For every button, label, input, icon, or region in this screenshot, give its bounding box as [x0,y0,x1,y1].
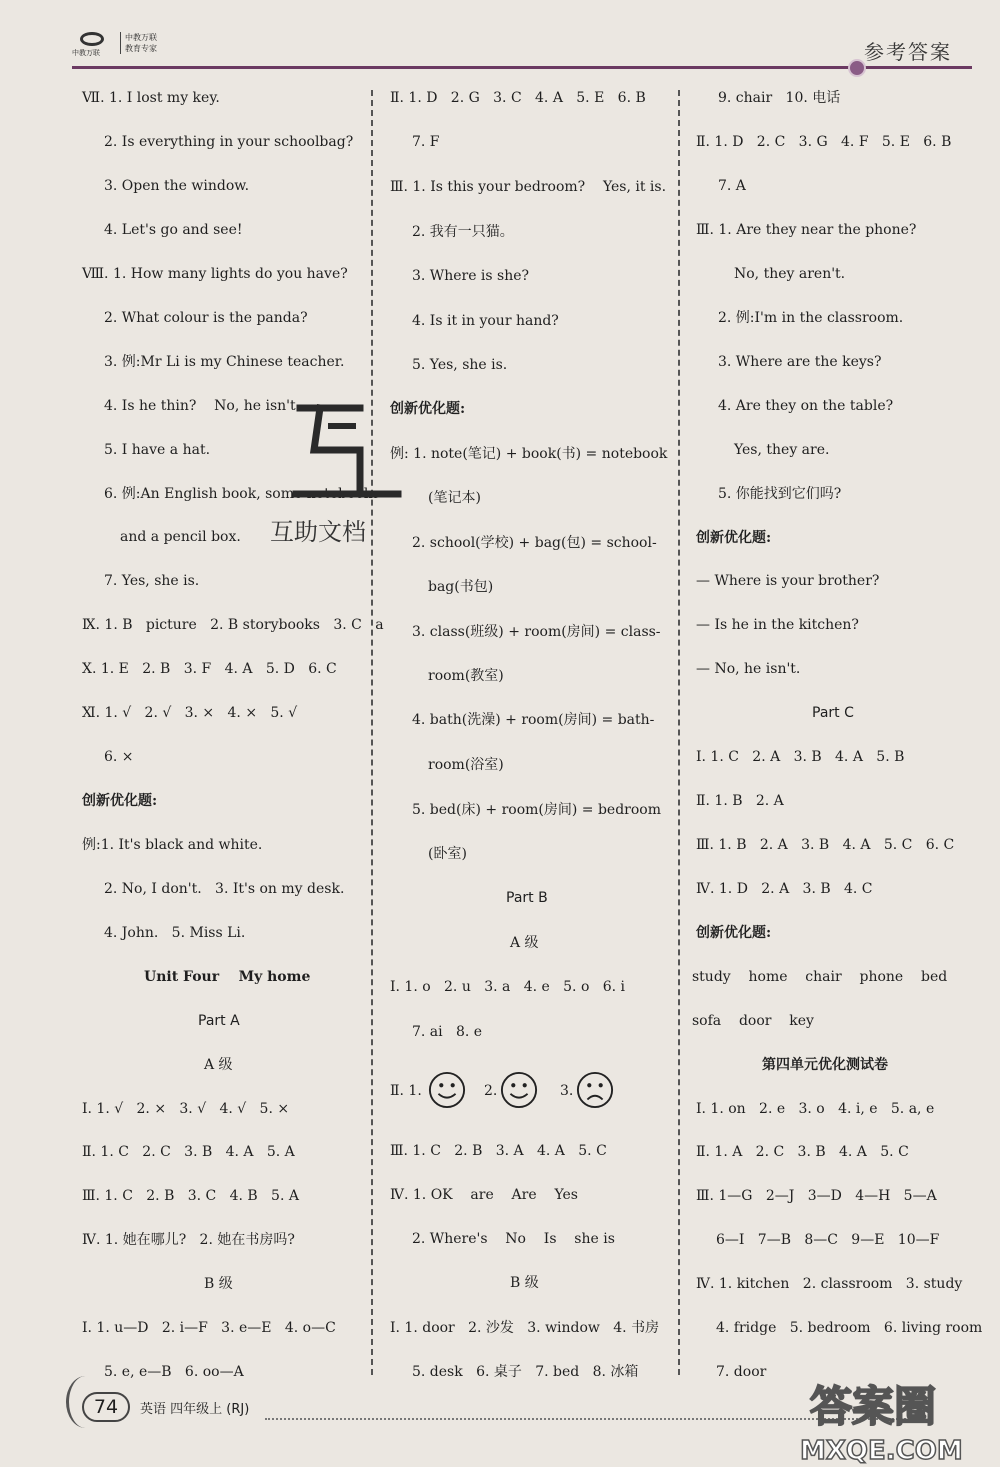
answer-line: 9. chair 10. 电话 [718,90,841,106]
answer-line: Ⅱ. 1. D 2. C 3. G 4. F 5. E 6. B [696,134,952,150]
answer-line: Ⅲ. 1. C 2. B 3. C 4. B 5. A [82,1188,299,1204]
answer-line: 6—I 7—B 8—C 9—E 10—F [716,1232,940,1248]
answer-line: 5. I have a hat. [104,442,211,458]
answer-line: Ⅳ. 1. OK are Are Yes [390,1187,578,1203]
answer-line: Ⅰ. 1. u—D 2. i—F 3. e—E 4. o—C [82,1320,336,1336]
answer-line: 3. 例:Mr Li is my Chinese teacher. [104,354,345,370]
answer-line: study home chair phone bed [692,969,948,985]
footer-subject: 英语 四年级上 (RJ) [140,1402,250,1417]
answer-line: 3. Where are the keys? [718,354,882,370]
answer-line: 2. [484,1083,498,1099]
answer-line: 2. No, I don't. 3. It's on my desk. [104,881,345,897]
answer-line: 例: 1. note(笔记) + book(书) = notebook [390,446,668,462]
answer-line: 3. class(班级) + room(房间) = class- [412,624,661,640]
answer-line: 例:1. It's black and white. [82,837,263,853]
test-heading: 第四单元优化测试卷 [762,1057,888,1073]
answer-line: Ⅰ. 1. C 2. A 3. B 4. A 5. B [696,749,905,765]
part-heading: Part C [812,705,854,721]
answer-line: 5. 你能找到它们吗? [718,486,842,502]
level-heading: B 级 [510,1275,539,1291]
answer-line: Ⅱ. 1. C 2. C 3. B 4. A 5. A [82,1144,295,1160]
answer-line: Ⅹ. 1. E 2. B 3. F 4. A 5. D 6. C [82,661,337,677]
answer-line: 2. 我有一只猫。 [412,224,514,240]
answer-line: 2. school(学校) + bag(包) = school- [412,535,657,551]
answer-line: 4. Is it in your hand? [412,313,559,329]
logo-text: 中教万联 [72,49,100,57]
answer-line: 4. Let's go and see! [104,222,243,238]
brand-line: 中教万联 [125,33,157,42]
answer-line: 2. Where's No Is she is [412,1231,615,1247]
answer-line: Ⅱ. 1. B 2. A [696,793,784,809]
answer-line: (卧室) [428,846,467,862]
answer-line: 7. ai 8. e [412,1024,483,1040]
answer-line: 4. fridge 5. bedroom 6. living room [716,1320,983,1336]
answer-line: Ⅰ. 1. door 2. 沙发 3. window 4. 书房 [390,1320,660,1336]
answer-line: sofa door key [692,1013,814,1029]
answer-line: 6. 例:An English book, some notebooks [104,486,380,502]
answer-line: Ⅱ. 1. [390,1083,422,1099]
answer-line: 7. F [412,134,440,150]
answer-line: 5. e, e—B 6. oo—A [104,1364,244,1380]
unit-heading: Unit Four My home [144,969,311,985]
section-heading: 创新优化题: [390,401,466,417]
sad-face-icon [576,1071,614,1109]
answer-line: (笔记本) [428,490,481,506]
column-divider [371,90,373,1375]
answer-line: 7. Yes, she is. [104,573,200,589]
answer-line: 4. Is he thin? No, he isn't. [104,398,301,414]
answer-line: 2. 例:I'm in the classroom. [718,310,904,326]
answer-line: Ⅰ. 1. on 2. e 3. o 4. i, e 5. a, e [696,1101,935,1117]
answer-line: Ⅸ. 1. B picture 2. B storybooks 3. C a [82,617,384,633]
answer-line: Ⅺ. 1. √ 2. √ 3. × 4. × 5. √ [82,705,298,721]
answer-line: Ⅱ. 1. D 2. G 3. C 4. A 5. E 6. B [390,90,646,106]
answer-line: Ⅳ. 1. D 2. A 3. B 4. C [696,881,873,897]
answer-line: Ⅲ. 1. Are they near the phone? [696,222,917,238]
answer-line: 2. What colour is the panda? [104,310,308,326]
watermark-text: 答案圈 [810,1382,937,1431]
answer-line: Ⅲ. 1. C 2. B 3. A 4. A 5. C [390,1143,607,1159]
page-header [0,0,1000,80]
answer-line: 3. Open the window. [104,178,250,194]
answer-line: 7. door [716,1364,767,1380]
answer-line: 6. × [104,749,134,765]
answer-line: 5. Yes, she is. [412,357,508,373]
smiling-face-icon [500,1071,538,1109]
stamp-logo [270,390,400,550]
answer-line: 3. Where is she? [412,268,530,284]
answer-line: room(浴室) [428,757,504,773]
smiling-face-icon [428,1071,466,1109]
section-heading: 创新优化题: [696,530,772,546]
answer-line: Ⅷ. 1. How many lights do you have? [82,266,348,282]
answer-line: Ⅰ. 1. √ 2. × 3. √ 4. √ 5. × [82,1101,290,1117]
answer-line: Ⅳ. 1. 她在哪儿? 2. 她在书房吗? [82,1232,295,1248]
answer-line: Ⅳ. 1. kitchen 2. classroom 3. study [696,1276,963,1292]
stamp-text: 互助文档 [270,518,366,546]
answer-line: 5. bed(床) + room(房间) = bedroom [412,802,661,818]
answer-line: 2. Is everything in your schoolbag? [104,134,354,150]
answer-line: Ⅰ. 1. o 2. u 3. a 4. e 5. o 6. i [390,979,626,995]
answer-line: 4. bath(洗澡) + room(房间) = bath- [412,712,655,728]
answer-line: Ⅲ. 1. Is this your bedroom? Yes, it is. [390,179,667,195]
answer-line: 3. [560,1083,574,1099]
logo-ring-icon [80,32,104,46]
answer-line: No, they aren't. [734,266,846,282]
part-heading: Part B [506,890,548,906]
answer-line: and a pencil box. [120,529,241,545]
section-heading: 创新优化题: [696,925,772,941]
section-heading: 创新优化题: [82,793,158,809]
watermark-logo [770,1375,990,1465]
brand-line: 教育专家 [125,44,157,53]
answer-line: Ⅲ. 1—G 2—J 3—D 4—H 5—A [696,1188,937,1204]
answer-line: 4. Are they on the table? [718,398,894,414]
answer-line: Yes, they are. [734,442,830,458]
part-heading: Part A [198,1013,240,1029]
answer-line: 7. A [718,178,746,194]
publisher-logo [72,32,114,56]
answer-line: 4. John. 5. Miss Li. [104,925,246,941]
answer-line: — Is he in the kitchen? [696,617,859,633]
page-title: 参考答案 [864,40,952,64]
level-heading: A 级 [204,1057,233,1073]
answer-line: — No, he isn't. [696,661,801,677]
column-divider [678,90,680,1375]
answer-line: room(教室) [428,668,504,684]
answer-line: Ⅲ. 1. B 2. A 3. B 4. A 5. C 6. C [696,837,955,853]
answer-line: bag(书包) [428,579,494,595]
watermark-url: MXQE.COM [800,1436,963,1466]
answer-line: Ⅶ. 1. I lost my key. [82,90,220,106]
answer-line: 5. desk 6. 桌子 7. bed 8. 冰箱 [412,1364,639,1380]
level-heading: A 级 [510,935,539,951]
brand-label [120,32,157,54]
level-heading: B 级 [204,1276,233,1292]
header-divider [72,66,972,69]
answer-line: — Where is your brother? [696,573,880,589]
answer-line: Ⅱ. 1. A 2. C 3. B 4. A 5. C [696,1144,909,1160]
page-number: 74 [82,1392,130,1422]
